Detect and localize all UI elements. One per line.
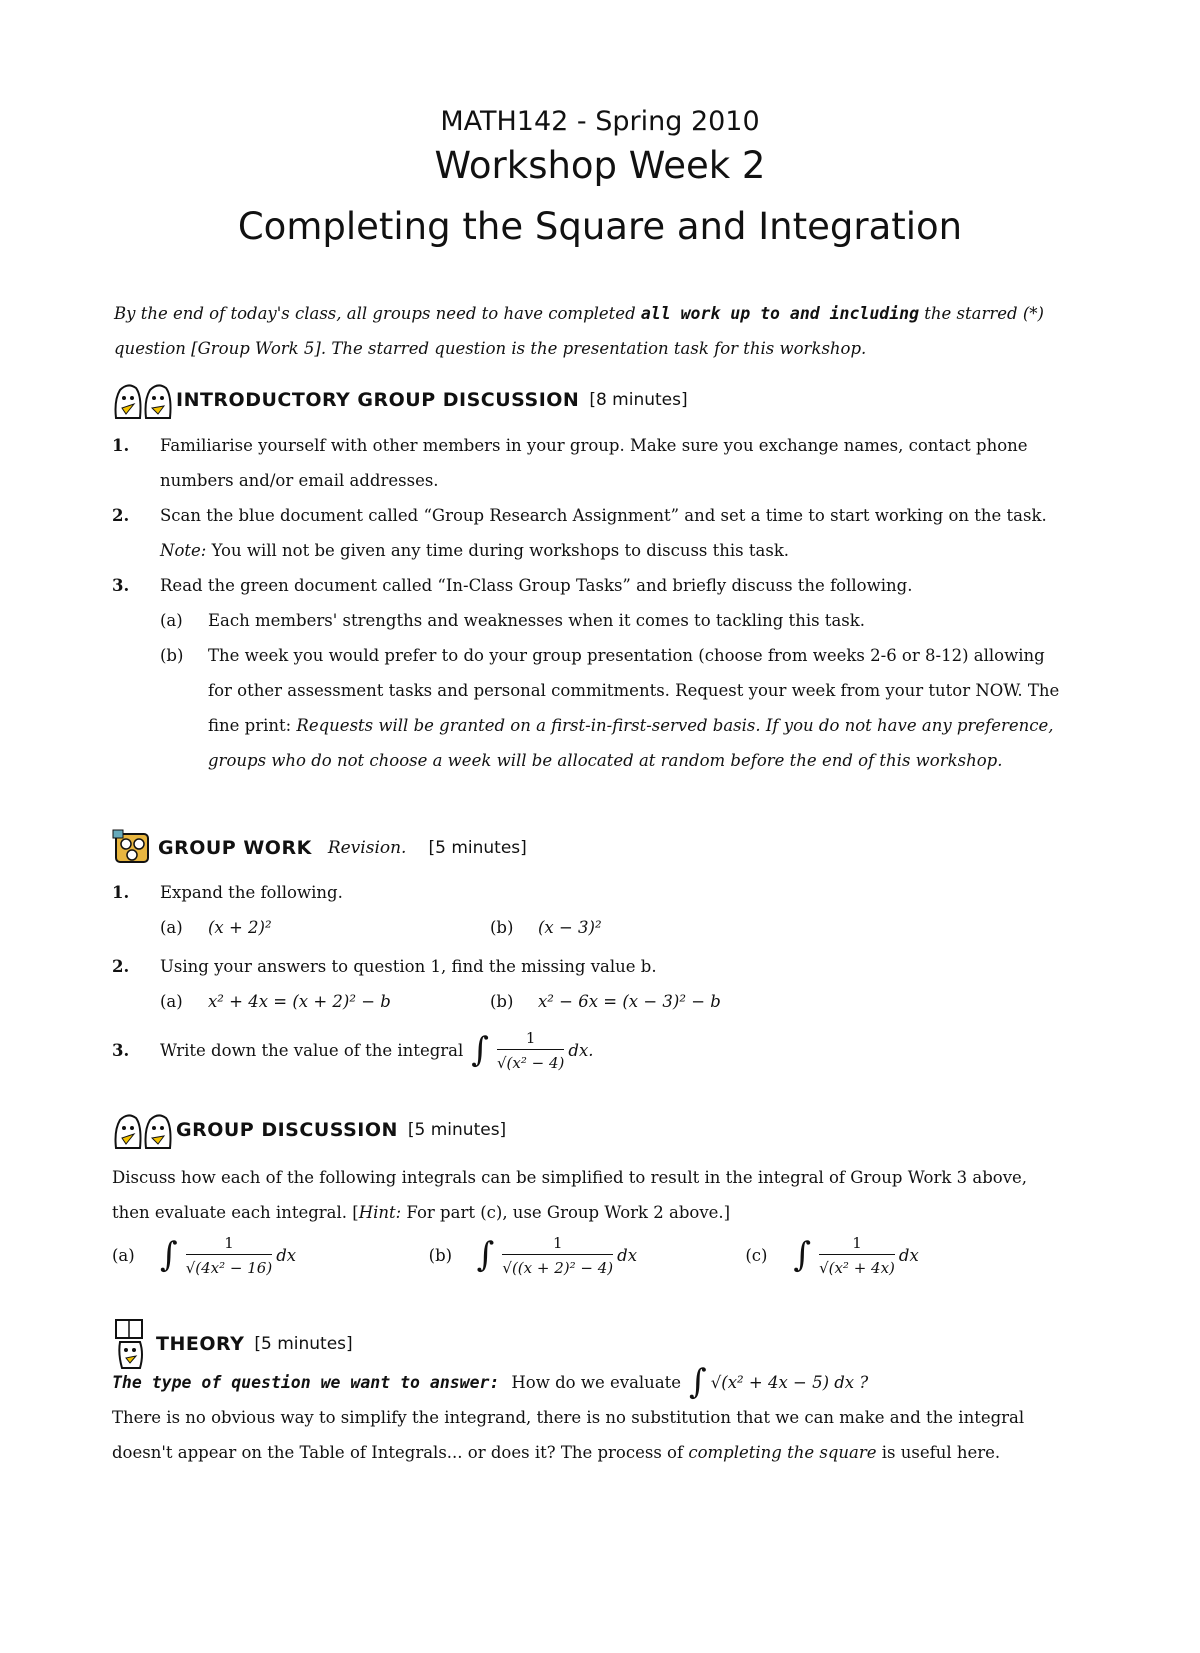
- sub-item: [160, 603, 1062, 638]
- list-item: [112, 875, 1062, 910]
- denominator: √(x² + 4x): [819, 1254, 895, 1279]
- integral-sign-icon: ∫: [471, 1030, 489, 1070]
- theory-paragraph-2: [112, 1435, 1062, 1470]
- integral-sign-icon: ∫: [476, 1235, 495, 1275]
- discussion-text: Discuss how each of the following integrals can be simplified to result in the integral of Group Work 3 above,: [112, 1168, 1028, 1187]
- item-text: Write down the value of the integral: [160, 1041, 464, 1060]
- two-people-icon: [112, 1110, 176, 1150]
- list-item: [112, 428, 1062, 498]
- list-item: [112, 1027, 1062, 1074]
- workshop-title: Workshop Week 2: [434, 144, 766, 187]
- part-a: [160, 984, 490, 1019]
- item-text: Read the green document called “In-Class Group Tasks” and briefly discuss the following.: [160, 576, 913, 595]
- math-expression: (x + 2)²: [208, 918, 272, 937]
- emphasis-text: completing the square: [688, 1443, 877, 1462]
- denominator: √(4x² − 16): [186, 1254, 272, 1279]
- item-text: [160, 498, 1047, 568]
- integral-expression: [160, 1232, 296, 1279]
- item-text: Using your answers to question 1, find the missing value b.: [160, 957, 657, 976]
- section-title: THEORY: [156, 1333, 245, 1355]
- answer-pair: [160, 910, 1062, 945]
- sub-item-text-main: The week you would prefer to do your group presentation (choose from weeks 2-6 or 8-12) allowing for other assessment tasks and personal commitments. Request your week from your tutor NOW.: [208, 646, 1045, 700]
- integral-list: [112, 1232, 1062, 1279]
- differential: dx: [898, 1246, 919, 1265]
- section-group-work-header: [112, 828, 527, 868]
- numerator: 1: [525, 1029, 536, 1047]
- math-expression: x² + 4x = (x + 2)² − b: [208, 992, 391, 1011]
- denominator: √((x + 2)² − 4): [502, 1254, 613, 1279]
- paragraph-text-end: is useful here.: [876, 1443, 1001, 1462]
- integral-expression: [689, 1362, 869, 1402]
- puzzle-group-icon: [112, 828, 158, 868]
- integral-expression: [477, 1232, 637, 1279]
- hint-label: Hint:: [358, 1203, 402, 1222]
- two-people-icon: [112, 380, 176, 420]
- part-label: (c): [745, 1246, 768, 1265]
- sub-item-text: Each members' strengths and weaknesses when it comes to tackling this task.: [208, 611, 865, 630]
- integral-expression: [793, 1232, 918, 1279]
- math-expression: √(x² + 4x − 5) dx ?: [710, 1373, 869, 1392]
- section-time: [5 minutes]: [254, 1334, 353, 1354]
- paragraph-text: doesn't appear on the Table of Integrals... or does it? The process of: [112, 1443, 689, 1462]
- integral-expression: [471, 1027, 593, 1074]
- integral-sign-icon: ∫: [793, 1235, 812, 1275]
- item-number: 3.: [112, 576, 130, 595]
- note-label: Note:: [160, 541, 207, 560]
- integral-item: [429, 1232, 746, 1279]
- theory-body: [112, 1362, 1062, 1470]
- integral-item: [112, 1232, 429, 1279]
- intro-bold: all work up to and including: [640, 304, 920, 323]
- section-intro-discussion-header: [112, 380, 688, 420]
- theory-question: [112, 1362, 1062, 1402]
- math-expression: (x − 3)²: [538, 918, 602, 937]
- numerator: 1: [852, 1234, 862, 1252]
- discussion-text-2: [112, 1195, 1062, 1230]
- part-b: [490, 984, 820, 1019]
- section-time: [5 minutes]: [407, 1120, 507, 1140]
- item-number: 2.: [112, 957, 130, 976]
- section-title: GROUP WORK: [158, 837, 312, 859]
- numerator: 1: [224, 1234, 234, 1252]
- section-title: GROUP DISCUSSION: [176, 1119, 398, 1141]
- answer-pair: [160, 984, 1062, 1019]
- item-text: Familiarise yourself with other members in your group. Make sure you exchange names, contact phone numbers and/or email addresses.: [160, 436, 1028, 490]
- topic-title: Completing the Square and Integration: [237, 205, 963, 248]
- integral-item: [745, 1232, 1062, 1279]
- part-a: [160, 910, 490, 945]
- section-title: INTRODUCTORY GROUP DISCUSSION: [176, 389, 580, 411]
- intro-discussion-list: [112, 428, 1062, 778]
- part-label: (a): [112, 1246, 135, 1265]
- fraction: [502, 1232, 613, 1279]
- denominator: √(x² − 4): [497, 1049, 564, 1074]
- differential: dx.: [568, 1041, 594, 1060]
- section-time: [8 minutes]: [589, 390, 688, 410]
- book-reader-icon: [112, 1318, 156, 1370]
- integral-sign-icon: ∫: [689, 1362, 707, 1402]
- section-group-discussion-header: [112, 1110, 506, 1150]
- part-b: [490, 910, 820, 945]
- section-time: [5 minutes]: [428, 838, 527, 858]
- item-number: 1.: [112, 883, 130, 902]
- sub-item-text: [208, 638, 1062, 778]
- discussion-text-before: then evaluate each integral. [: [112, 1203, 359, 1222]
- math-expression: x² − 6x = (x − 3)² − b: [538, 992, 721, 1011]
- part-label: (b): [428, 1246, 453, 1265]
- hint-text: For part (c), use Group Work 2 above.]: [401, 1203, 731, 1222]
- group-work-list: [112, 875, 1062, 1074]
- item-number: 1.: [112, 436, 130, 455]
- intro-text: By the end of today's class, all groups need to have completed: [114, 304, 641, 323]
- fine-print-label: The fine print:: [208, 681, 1060, 735]
- question-text: How do we evaluate: [511, 1373, 682, 1392]
- item-text: Expand the following.: [160, 883, 343, 902]
- course-title: MATH142 - Spring 2010: [440, 106, 760, 137]
- fraction: [819, 1232, 895, 1279]
- differential: dx: [276, 1246, 297, 1265]
- differential: dx: [617, 1246, 638, 1265]
- item-text-main: Scan the blue document called “Group Research Assignment” and set a time to start working on the task.: [160, 506, 1047, 525]
- list-item: [112, 498, 1062, 568]
- fraction: [497, 1027, 564, 1074]
- sub-item: [160, 638, 1062, 778]
- note-text: You will not be given any time during workshops to discuss this task.: [206, 541, 790, 560]
- numerator: 1: [552, 1234, 563, 1252]
- intro-paragraph: [114, 296, 1064, 366]
- intro-text-end: the starred (*) question [Group Work 5]. The starred question is the presentation task for this workshop.: [114, 304, 1044, 358]
- group-discussion-body: [112, 1160, 1062, 1279]
- part-label: (b): [490, 992, 514, 1011]
- fine-print-text: Requests will be granted on a first-in-first-served basis. If you do not have any preference, groups who do not choose a week will be allocated at random before the end of this workshop.: [208, 716, 1054, 770]
- sub-item-label: (a): [160, 611, 183, 630]
- sub-item-label: (b): [160, 646, 184, 665]
- list-item: [112, 949, 1062, 984]
- item-number: 3.: [112, 1041, 130, 1060]
- part-label: (b): [490, 918, 514, 937]
- fraction: [186, 1232, 272, 1279]
- theory-paragraph: There is no obvious way to simplify the integrand, there is no substitution that we can make and the integral: [112, 1408, 1025, 1427]
- question-label: The type of question we want to answer:: [112, 1373, 500, 1392]
- list-item: [112, 568, 1062, 603]
- part-label: (a): [160, 918, 183, 937]
- integral-sign-icon: ∫: [160, 1235, 178, 1275]
- item-number: 2.: [112, 506, 130, 525]
- section-theory-header: [112, 1318, 353, 1370]
- part-label: (a): [160, 992, 183, 1011]
- section-subtitle: Revision.: [327, 838, 407, 858]
